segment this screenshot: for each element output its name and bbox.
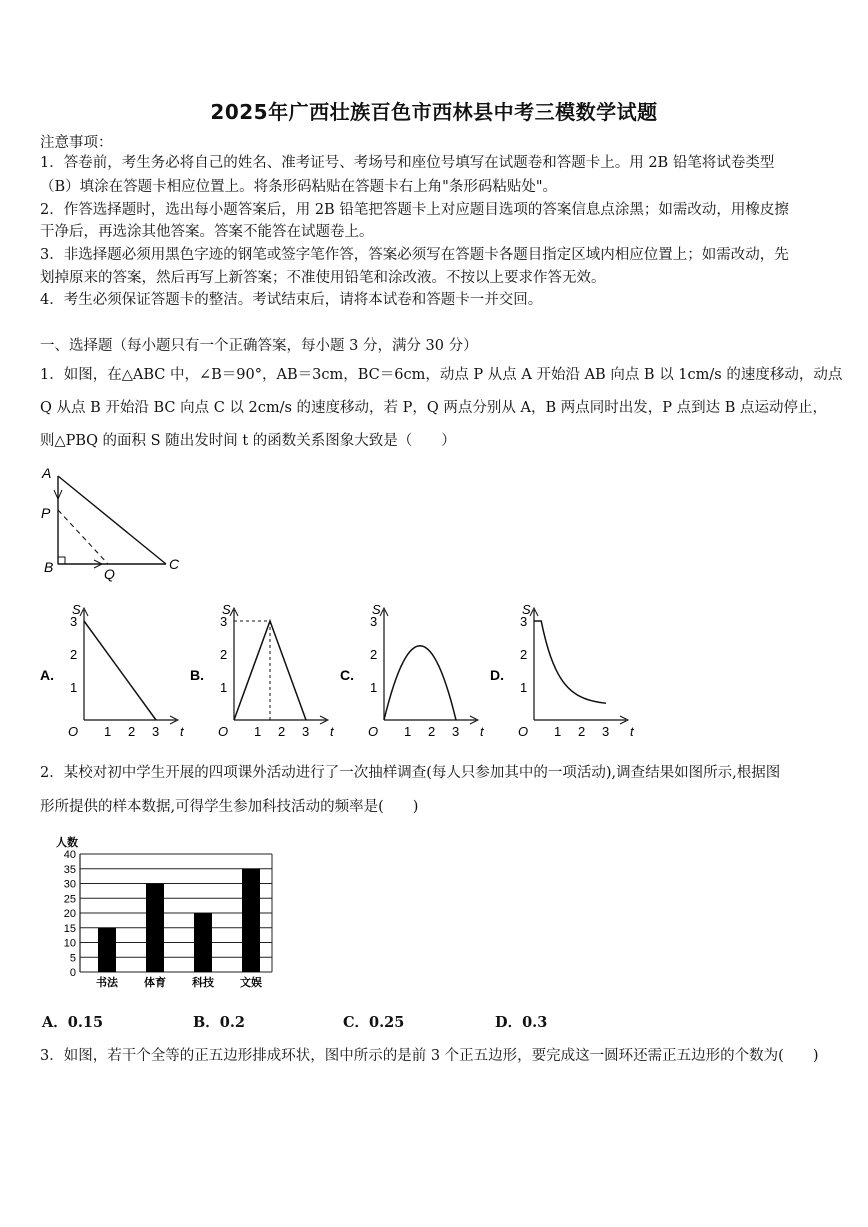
x-tick-label: 2 [428,724,436,739]
option-label: C. [340,667,354,683]
y-tick-label: 20 [63,908,76,920]
bar-科技 [194,913,212,972]
category-label: 科技 [192,977,214,989]
bar-chart [40,832,290,992]
label-c: C [169,556,180,572]
x-tick-label: 2 [128,724,136,739]
y-tick-label: 30 [63,878,76,891]
function-curve [84,621,156,720]
y-axis-label: S [522,602,531,617]
option-d: D．0.3 [495,1014,548,1031]
y-tick-label: 3 [520,614,528,629]
section-heading: 一、选择题（每小题只有一个正确答案，每小题 3 分，满分 30 分） [40,338,478,354]
option-c: C．0.25 [343,1014,405,1031]
option-a: A．0.15 [42,1014,104,1031]
option-b: B．0.2 [193,1014,245,1031]
y-tick-label: 2 [370,647,378,662]
option-graph-1 [190,600,340,750]
y-tick-label: 2 [520,647,528,662]
bar-书法 [98,928,116,972]
x-axis-label: t [480,724,484,739]
notice-line: 干净后，再选涂其他答案。答案不能答在试题卷上。 [40,224,374,240]
y-tick-label: 3 [220,614,228,629]
option-graph-0 [40,600,190,750]
y-tick-label: 25 [63,893,76,906]
x-tick-label: 2 [578,724,586,739]
question-2-line: 形所提供的样本数据,可得学生参加科技活动的频率是( ) [40,799,419,815]
notice-line: 4．考生必须保证答题卡的整洁。考试结束后，请将本试卷和答题卡一并交回。 [40,292,543,308]
x-tick-label: 3 [602,724,610,739]
x-axis-label: t [330,724,334,739]
triangle-figure [38,462,188,582]
option-graph-2 [340,600,490,750]
label-q: Q [104,566,115,582]
answer-options [40,600,640,750]
y-tick-label: 10 [63,937,76,950]
x-tick-label: 3 [152,724,160,739]
question-1-line: 1．如图，在△ABC 中，∠B＝90°，AB＝3cm，BC＝6cm，动点 P 从点 A 开始沿 AB 向点 B 以 1cm/s 的速度移动，动点 [40,367,843,383]
y-tick-label: 1 [520,680,528,695]
origin-label: O [518,724,529,739]
y-tick-label: 0 [69,967,76,979]
x-tick-label: 1 [404,724,412,739]
label-b: B [44,559,54,575]
y-tick-label: 2 [220,647,228,662]
y-axis-label: S [372,602,381,617]
question-1-line: Q 从点 B 开始沿 BC 向点 C 以 2cm/s 的速度移动，若 P，Q 两点分别从 A，B 两点同时出发，P 点到达 B 点运动停止， [40,400,828,416]
notice-line: 3．非选择题必须用黑色字迹的钢笔或签字笔作答，答案必须写在答题卡各题目指定区域内相应位置上；如需改动，先 [40,247,789,263]
y-tick-label: 3 [370,614,378,629]
option-label: B. [190,667,204,683]
function-curve [384,646,456,720]
y-tick-label: 1 [370,680,378,695]
y-tick-label: 1 [70,680,78,695]
notice-line: 划掉原来的答案，然后再写上新答案；不准使用铅笔和涂改液。不按以上要求作答无效。 [40,270,606,286]
category-label: 体育 [144,977,166,989]
function-curve [534,621,606,703]
x-axis-label: t [180,724,184,739]
origin-label: O [68,724,79,739]
y-tick-label: 2 [70,647,78,662]
x-tick-label: 1 [554,724,562,739]
y-tick-label: 3 [70,614,78,629]
label-p: P [41,505,51,521]
notice-heading: 注意事项： [40,135,113,151]
option-label: A. [40,667,54,683]
y-tick-label: 15 [63,922,76,935]
label-a: A [42,465,52,481]
notice-line: （B）填涂在答题卡相应位置上。将条形码粘贴在答题卡右上角"条形码粘贴处"。 [40,179,557,195]
category-label: 文娱 [240,977,262,989]
x-tick-label: 3 [452,724,460,739]
y-tick-label: 35 [63,863,76,876]
question-1-line: 则△PBQ 的面积 S 随出发时间 t 的函数关系图象大致是（ ） [40,433,456,449]
y-tick-label: 5 [69,952,76,965]
x-tick-label: 3 [302,724,310,739]
y-axis-title: 人数 [56,837,78,849]
x-tick-label: 2 [278,724,286,739]
x-axis-label: t [630,724,634,739]
y-tick-label: 40 [63,849,76,861]
category-label: 书法 [96,977,118,989]
page-title: 2025年广西壮族百色市西林县中考三模数学试题 [210,100,658,124]
option-label: D. [490,667,504,683]
x-tick-label: 1 [254,724,262,739]
y-tick-label: 1 [220,680,228,695]
question-3-text: 3．如图，若干个全等的正五边形排成环状，图中所示的是前 3 个正五边形，要完成这一圆环还需正五边形的个数为( ) [40,1048,819,1064]
x-tick-label: 1 [104,724,112,739]
question-2-line: 2．某校对初中学生开展的四项课外活动进行了一次抽样调查(每人只参加其中的一项活动),调查结果如图所示,根据图 [40,765,781,781]
origin-label: O [368,724,379,739]
notice-line: 1．答卷前，考生务必将自己的姓名、准考证号、考场号和座位号填写在试题卷和答题卡上。用 2B 铅笔将试卷类型 [40,155,775,171]
y-axis-label: S [72,602,81,617]
option-graph-3 [490,600,640,750]
y-axis-label: S [222,602,231,617]
origin-label: O [218,724,229,739]
notice-line: 2．作答选择题时，选出每小题答案后，用 2B 铅笔把答题卡上对应题目选项的答案信息点涂黑；如需改动，用橡皮擦 [40,202,789,218]
bar-文娱 [242,869,260,972]
bar-体育 [146,884,164,973]
